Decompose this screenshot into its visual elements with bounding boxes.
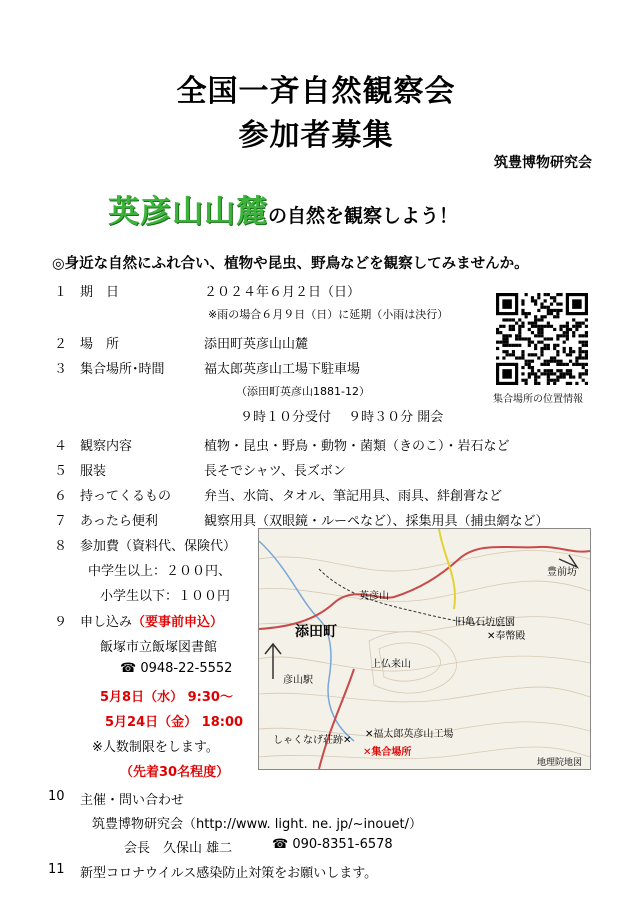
item-num: ３	[54, 362, 68, 377]
contact-chair: 会長 久保山 雄二	[124, 841, 233, 856]
map-label-garden: 旧亀石坊庭園	[455, 617, 515, 628]
item-time: ９時１０分受付 ９時３０分 開会	[240, 410, 444, 425]
phone-icon: ☎	[272, 837, 289, 852]
item-value: 植物・昆虫・野鳥・動物・菌類（きのこ）・岩石など	[204, 439, 510, 454]
item-num: １	[54, 285, 68, 300]
item-label: 持ってくるもの	[80, 489, 172, 504]
phone-icon: ☎	[120, 661, 137, 676]
title-line-1: 全国一斉自然観察会	[176, 74, 456, 109]
contact-org: 筑豊博物研究会（http://www. light. ne. jp/~inouet/）	[92, 817, 423, 832]
item-num: ４	[54, 439, 68, 454]
apply-limit: ※人数制限をします。	[92, 740, 219, 755]
item-label: あったら便利	[80, 514, 158, 529]
apply-limit-note: （先着30名程度）	[120, 765, 230, 780]
map-credit: 地理院地図	[537, 758, 583, 768]
apply-label	[80, 611, 223, 630]
apply-phone-line	[120, 661, 232, 676]
qr-code-image	[496, 293, 588, 385]
fee-label: 参加費（資料代、保険代）	[80, 539, 237, 554]
location-map	[258, 528, 591, 770]
map-label-ruins: しゃくなげ荘跡✕	[273, 735, 352, 746]
item-value: 弁当、水筒、タオル、筆記用具、雨具、絆創膏など	[204, 489, 502, 504]
fee-adult: 中学生以上：２００円、	[88, 564, 232, 579]
fee-num: ８	[54, 539, 68, 554]
apply-label-text: 申し込み	[80, 615, 133, 630]
item-value: 長そでシャツ、長ズボン	[204, 464, 346, 479]
title-line-2: 参加者募集	[238, 118, 394, 153]
item-label: 期 日	[80, 285, 120, 300]
organizer: 筑豊博物研究会	[494, 155, 592, 171]
apply-date-start: 5月8日（水） 9:30～	[100, 690, 233, 705]
covid-num: 11	[48, 862, 65, 877]
map-label-meeting: ✕集合場所	[363, 747, 412, 758]
map-label-hikosan: 英彦山	[359, 591, 389, 602]
map-label-station: 彦山駅	[283, 675, 313, 686]
item-num: ６	[54, 489, 68, 504]
tagline-location: 英彦山山麓	[108, 194, 268, 230]
item-label: 場 所	[80, 337, 120, 352]
item-num: ５	[54, 464, 68, 479]
item-label: 集合場所･時間	[80, 362, 165, 377]
item-num: ２	[54, 337, 68, 352]
item-num: ７	[54, 514, 68, 529]
qr-caption: 集合場所の位置情報	[493, 394, 583, 405]
contact-phone: 090-8351-6578	[292, 837, 393, 852]
map-label-toward: 豊前坊	[547, 567, 577, 578]
item-address: （添田町英彦山1881-12）	[236, 385, 370, 398]
qr-code	[496, 293, 588, 385]
map-label-town: 添田町	[295, 624, 337, 640]
tagline	[108, 186, 458, 231]
apply-phone: 0948-22-5552	[140, 661, 233, 676]
map-label-shrine: ✕奉幣殿	[487, 631, 526, 642]
fee-child: 小学生以下：１００円	[100, 589, 231, 604]
contact-phone-line	[272, 837, 393, 852]
item-value: ２０２４年６月２日（日）	[204, 285, 361, 300]
apply-date-end: 5月24日（金） 18:00	[105, 715, 244, 730]
map-label-mountain: 上仏来山	[371, 659, 411, 670]
item-label: 観察内容	[80, 439, 133, 454]
contact-num: 10	[48, 789, 65, 804]
lead-text: ◎身近な自然にふれ合い、植物や昆虫、野鳥などを観察してみませんか。	[52, 256, 529, 272]
apply-place: 飯塚市立飯塚図書館	[100, 640, 218, 655]
item-label: 服装	[80, 464, 107, 479]
item-value: 福太郎英彦山工場下駐車場	[204, 362, 361, 377]
covid-text: 新型コロナウイルス感染防止対策をお願いします。	[80, 866, 378, 881]
apply-num: ９	[54, 615, 68, 630]
item-value: 添田町英彦山山麓	[204, 337, 309, 352]
contact-label: 主催・問い合わせ	[80, 793, 185, 808]
map-label-factory: ✕福太郎英彦山工場	[365, 729, 454, 740]
apply-required-note: （要事前申込）	[132, 615, 224, 630]
tagline-rest: の自然を観察しよう！	[268, 205, 459, 227]
item-note: ※雨の場合６月９日（日）に延期（小雨は決行）	[208, 308, 449, 321]
item-value: 観察用具（双眼鏡・ルーペなど）、採集用具（捕虫網など）	[204, 514, 549, 529]
